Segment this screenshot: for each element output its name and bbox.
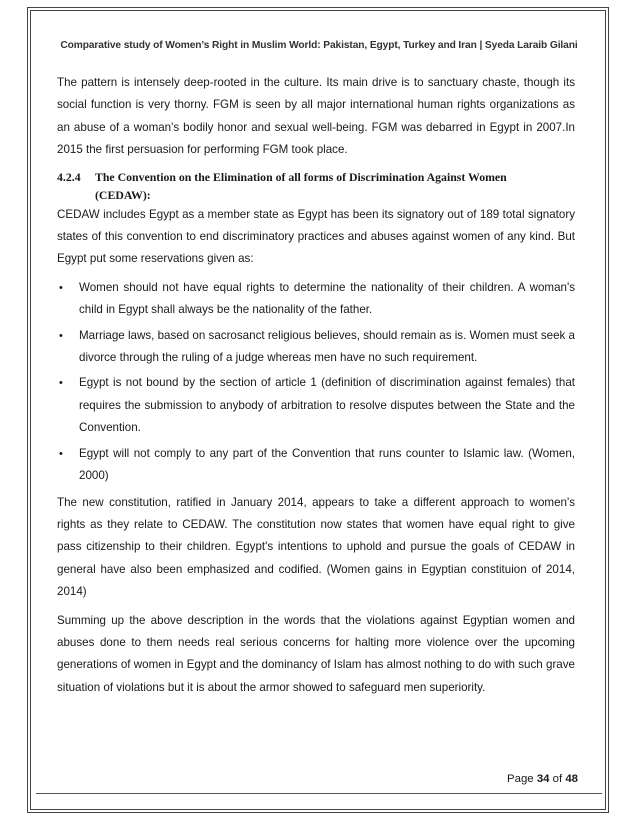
bullet-icon: • — [59, 377, 63, 390]
footer-divider — [36, 793, 602, 794]
list-item — [57, 443, 575, 488]
list-item-text: Marriage laws, based on sacrosanct religious believes, should remain as is. Women must seek a divorce through the ruling of a judge whereas men have no such requirement. — [79, 328, 575, 365]
intro-paragraph: The pattern is intensely deep-rooted in the culture. Its main drive is to sanctuary chaste, though its social function is very thorny. FGM is seen by all major international human rights organizations as an abuse of a woman's bodily honor and sexual well-being. FGM was debarred in Egypt in 2007.In 2015 the first persuasion for performing FGM took place. — [57, 76, 575, 157]
list-item — [57, 372, 575, 439]
section-heading — [57, 168, 575, 204]
section-title-text: The Convention on the Elimination of all forms of Discrimination Against Women — [95, 169, 507, 184]
bullet-icon: • — [59, 447, 63, 460]
page-footer — [507, 773, 578, 785]
list-item-text: Egypt will not comply to any part of the Convention that runs counter to Islamic law. (Women, 2000) — [79, 446, 575, 483]
section-title-cont: (CEDAW): — [95, 187, 151, 202]
page-number: 34 — [536, 773, 550, 785]
cedaw-paragraph: CEDAW includes Egypt as a member state as Egypt has been its signatory out of 189 total signatory states of this convention to end discriminatory practices and abuses against women of any kind. But Egypt put some reservations given as: — [57, 207, 575, 266]
page-label: Page — [507, 773, 534, 785]
list-item-text: Women should not have equal rights to determine the nationality of their children. A woman's child in Egypt shall always be the nationality of the father. — [79, 280, 575, 317]
list-item — [57, 277, 575, 322]
section-title — [95, 168, 575, 204]
section-number: 4.2.4 — [57, 169, 81, 184]
running-header: Comparative study of Women’s Right in Muslim World: Pakistan, Egypt, Turkey and Iran | Syeda Laraib Gilani — [60, 40, 578, 51]
constitution-paragraph: The new constitution, ratified in January 2014, appears to take a different approach to women's rights as they relate to CEDAW. The constitution now states that women have equal right to give pass citizenship to their children. Egypt's intentions to uphold and pursue the goals of CEDAW in general have also been emphasized and codified. (Women gains in Egyptian constituion of 2014, 2014) — [57, 495, 575, 599]
reservations-list — [57, 277, 575, 488]
bullet-icon: • — [59, 281, 63, 294]
summary-paragraph: Summing up the above description in the words that the violations against Egyptian women and abuses done to them needs real serious concerns for halting more violence over the upcoming generations of women in Egypt and the dominancy of Islam has almost nothing to do with such grave situation of violations but it is about the armor showed to safeguard men superiority. — [57, 613, 575, 694]
bullet-icon: • — [59, 329, 63, 342]
of-label: of — [552, 773, 563, 785]
total-pages: 48 — [565, 773, 578, 785]
list-item — [57, 325, 575, 370]
page-body — [57, 72, 575, 705]
list-item-text: Egypt is not bound by the section of article 1 (definition of discrimination against females) that requires the submission to anybody of arbitration to resolve disputes between the State and the Convention. — [79, 376, 575, 435]
